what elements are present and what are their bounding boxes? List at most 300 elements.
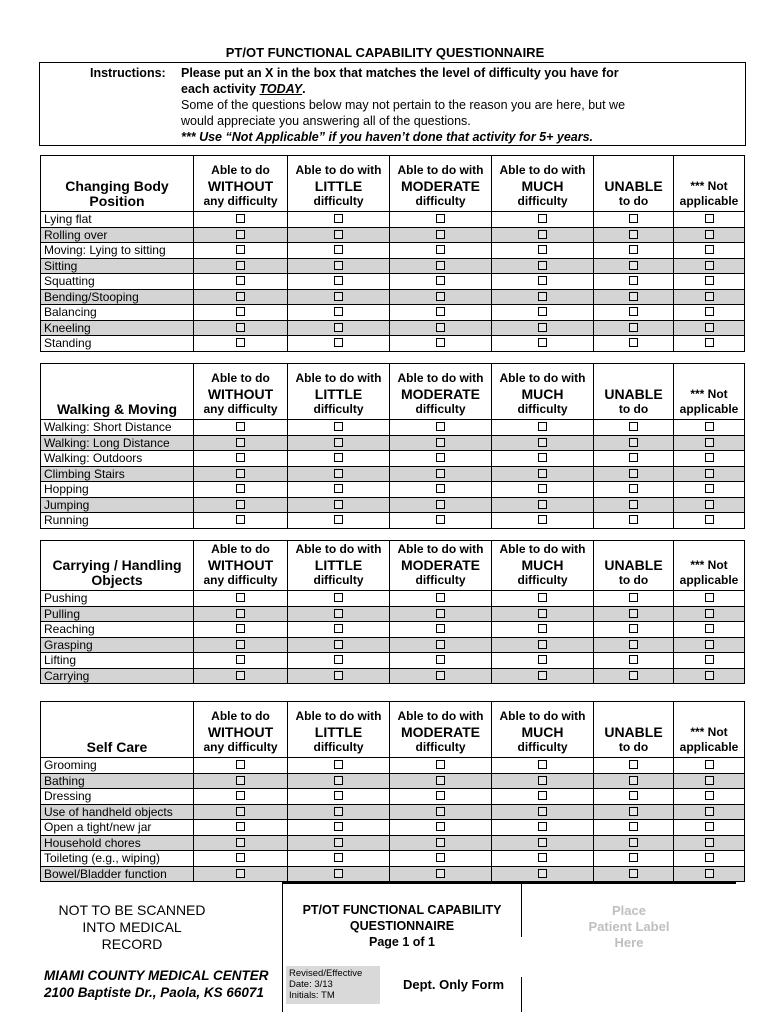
- difficulty-checkbox[interactable]: [705, 214, 714, 223]
- difficulty-checkbox[interactable]: [236, 807, 245, 816]
- checkbox-cell: [194, 227, 288, 243]
- activity-row: [41, 420, 745, 436]
- difficulty-checkbox[interactable]: [538, 422, 547, 431]
- difficulty-checkbox[interactable]: [705, 838, 714, 847]
- difficulty-checkbox[interactable]: [236, 776, 245, 785]
- checkbox-cell: [594, 274, 674, 290]
- difficulty-checkbox[interactable]: [334, 484, 343, 493]
- difficulty-checkbox[interactable]: [629, 484, 638, 493]
- difficulty-checkbox[interactable]: [629, 307, 638, 316]
- difficulty-checkbox[interactable]: [334, 500, 343, 509]
- checkbox-cell: [674, 289, 745, 305]
- checkbox-cell: [288, 289, 390, 305]
- checkbox-cell: [194, 289, 288, 305]
- difficulty-checkbox[interactable]: [334, 853, 343, 862]
- difficulty-checkbox[interactable]: [538, 245, 547, 254]
- difficulty-checkbox[interactable]: [705, 655, 714, 664]
- difficulty-checkbox[interactable]: [334, 624, 343, 633]
- difficulty-checkbox[interactable]: [436, 515, 445, 524]
- difficulty-checkbox[interactable]: [705, 438, 714, 447]
- activity-row: [41, 758, 745, 774]
- difficulty-checkbox[interactable]: [334, 807, 343, 816]
- checkbox-cell: [674, 513, 745, 529]
- checkbox-cell: [492, 451, 594, 467]
- difficulty-checkbox[interactable]: [705, 593, 714, 602]
- difficulty-checkbox[interactable]: [538, 776, 547, 785]
- difficulty-checkbox[interactable]: [705, 230, 714, 239]
- difficulty-checkbox[interactable]: [334, 261, 343, 270]
- column-moderate-difficulty-header: [390, 156, 492, 212]
- patient-label-line: Place: [612, 903, 646, 918]
- difficulty-checkbox[interactable]: [538, 484, 547, 493]
- difficulty-checkbox[interactable]: [236, 484, 245, 493]
- difficulty-checkbox[interactable]: [705, 469, 714, 478]
- difficulty-checkbox[interactable]: [436, 338, 445, 347]
- difficulty-checkbox[interactable]: [538, 307, 547, 316]
- checkbox-cell: [594, 835, 674, 851]
- difficulty-checkbox[interactable]: [334, 869, 343, 878]
- difficulty-checkbox[interactable]: [436, 624, 445, 633]
- column-header-text: MODERATE: [400, 386, 481, 402]
- difficulty-checkbox[interactable]: [538, 593, 547, 602]
- difficulty-checkbox[interactable]: [436, 807, 445, 816]
- difficulty-checkbox[interactable]: [236, 469, 245, 478]
- difficulty-checkbox[interactable]: [334, 307, 343, 316]
- difficulty-checkbox[interactable]: [436, 640, 445, 649]
- difficulty-checkbox[interactable]: [436, 307, 445, 316]
- difficulty-checkbox[interactable]: [629, 838, 638, 847]
- difficulty-checkbox[interactable]: [705, 307, 714, 316]
- difficulty-checkbox[interactable]: [334, 655, 343, 664]
- checkbox-cell: [674, 227, 745, 243]
- checkbox-cell: [674, 622, 745, 638]
- difficulty-checkbox[interactable]: [236, 245, 245, 254]
- difficulty-checkbox[interactable]: [334, 453, 343, 462]
- checkbox-cell: [674, 212, 745, 228]
- instructions-line-2-suffix: .: [302, 82, 306, 96]
- difficulty-checkbox[interactable]: [334, 438, 343, 447]
- activity-label: Lying flat: [41, 212, 194, 228]
- difficulty-checkbox[interactable]: [705, 276, 714, 285]
- difficulty-checkbox[interactable]: [538, 261, 547, 270]
- checkbox-cell: [390, 866, 492, 882]
- difficulty-checkbox[interactable]: [436, 671, 445, 680]
- column-header-text: LITTLE: [314, 178, 363, 194]
- checkbox-cell: [194, 758, 288, 774]
- checkbox-cell: [594, 320, 674, 336]
- difficulty-checkbox[interactable]: [538, 624, 547, 633]
- column-header-text: *** Not: [690, 725, 728, 739]
- difficulty-checkbox[interactable]: [236, 276, 245, 285]
- column-header-text: applicable: [679, 740, 739, 754]
- difficulty-checkbox[interactable]: [236, 307, 245, 316]
- difficulty-checkbox[interactable]: [436, 853, 445, 862]
- difficulty-checkbox[interactable]: [705, 609, 714, 618]
- difficulty-checkbox[interactable]: [436, 323, 445, 332]
- checkbox-cell: [674, 274, 745, 290]
- column-header-text: Able to do with: [397, 371, 484, 385]
- checkbox-cell: [674, 466, 745, 482]
- difficulty-checkbox[interactable]: [629, 807, 638, 816]
- checkbox-cell: [390, 622, 492, 638]
- column-header-text: MODERATE: [400, 178, 481, 194]
- difficulty-checkbox[interactable]: [705, 422, 714, 431]
- activity-row: [41, 789, 745, 805]
- checkbox-cell: [674, 668, 745, 684]
- difficulty-checkbox[interactable]: [629, 640, 638, 649]
- difficulty-checkbox[interactable]: [334, 822, 343, 831]
- activity-label: Climbing Stairs: [41, 466, 194, 482]
- difficulty-checkbox[interactable]: [629, 609, 638, 618]
- difficulty-checkbox[interactable]: [334, 838, 343, 847]
- difficulty-checkbox[interactable]: [436, 438, 445, 447]
- difficulty-checkbox[interactable]: [629, 776, 638, 785]
- difficulty-checkbox[interactable]: [705, 323, 714, 332]
- checkbox-cell: [492, 336, 594, 352]
- difficulty-checkbox[interactable]: [538, 655, 547, 664]
- difficulty-checkbox[interactable]: [538, 469, 547, 478]
- checkbox-cell: [194, 451, 288, 467]
- checkbox-cell: [674, 789, 745, 805]
- difficulty-checkbox[interactable]: [436, 776, 445, 785]
- difficulty-checkbox[interactable]: [538, 292, 547, 301]
- difficulty-checkbox[interactable]: [629, 869, 638, 878]
- checkbox-cell: [288, 851, 390, 867]
- checkbox-cell: [194, 420, 288, 436]
- difficulty-checkbox[interactable]: [436, 276, 445, 285]
- difficulty-checkbox[interactable]: [436, 500, 445, 509]
- checkbox-cell: [390, 320, 492, 336]
- difficulty-checkbox[interactable]: [629, 453, 638, 462]
- difficulty-checkbox[interactable]: [334, 776, 343, 785]
- difficulty-checkbox[interactable]: [705, 338, 714, 347]
- column-header-text: difficulty: [517, 194, 568, 208]
- difficulty-checkbox[interactable]: [236, 261, 245, 270]
- checkbox-cell: [492, 243, 594, 259]
- checkbox-cell: [194, 274, 288, 290]
- difficulty-checkbox[interactable]: [236, 869, 245, 878]
- difficulty-checkbox[interactable]: [436, 230, 445, 239]
- column-header-text: UNABLE: [604, 557, 663, 573]
- column-without-difficulty-header: [194, 541, 288, 591]
- difficulty-checkbox[interactable]: [436, 422, 445, 431]
- difficulty-checkbox[interactable]: [629, 671, 638, 680]
- checkbox-cell: [390, 820, 492, 836]
- difficulty-checkbox[interactable]: [236, 422, 245, 431]
- difficulty-checkbox[interactable]: [705, 760, 714, 769]
- checkbox-cell: [288, 435, 390, 451]
- difficulty-checkbox[interactable]: [334, 422, 343, 431]
- difficulty-checkbox[interactable]: [236, 640, 245, 649]
- activity-label: Walking: Short Distance: [41, 420, 194, 436]
- difficulty-checkbox[interactable]: [538, 609, 547, 618]
- difficulty-checkbox[interactable]: [334, 640, 343, 649]
- difficulty-checkbox[interactable]: [538, 214, 547, 223]
- difficulty-checkbox[interactable]: [334, 609, 343, 618]
- patient-label-placeholder: [569, 903, 689, 951]
- column-header-text: WITHOUT: [207, 724, 274, 740]
- instructions-box: [39, 62, 746, 146]
- difficulty-checkbox[interactable]: [629, 500, 638, 509]
- activity-label: Open a tight/new jar: [41, 820, 194, 836]
- checkbox-cell: [194, 212, 288, 228]
- column-header-text: Able to do: [211, 542, 270, 556]
- column-not-applicable-header: [674, 156, 745, 212]
- activity-row: [41, 320, 745, 336]
- activity-label: Pulling: [41, 606, 194, 622]
- difficulty-checkbox[interactable]: [236, 230, 245, 239]
- column-header-text: any difficulty: [203, 573, 278, 587]
- checkbox-cell: [194, 773, 288, 789]
- checkbox-cell: [492, 653, 594, 669]
- checkbox-cell: [390, 804, 492, 820]
- activity-row: [41, 289, 745, 305]
- activity-label: Reaching: [41, 622, 194, 638]
- difficulty-checkbox[interactable]: [629, 853, 638, 862]
- difficulty-checkbox[interactable]: [436, 261, 445, 270]
- difficulty-checkbox[interactable]: [705, 776, 714, 785]
- difficulty-checkbox[interactable]: [538, 822, 547, 831]
- difficulty-checkbox[interactable]: [436, 609, 445, 618]
- checkbox-cell: [674, 305, 745, 321]
- difficulty-checkbox[interactable]: [629, 438, 638, 447]
- checkbox-cell: [674, 243, 745, 259]
- difficulty-checkbox[interactable]: [538, 853, 547, 862]
- checkbox-cell: [594, 851, 674, 867]
- activity-row: [41, 866, 745, 882]
- difficulty-checkbox[interactable]: [538, 276, 547, 285]
- difficulty-checkbox[interactable]: [538, 323, 547, 332]
- column-header-text: WITHOUT: [207, 386, 274, 402]
- difficulty-checkbox[interactable]: [705, 515, 714, 524]
- difficulty-checkbox[interactable]: [334, 338, 343, 347]
- difficulty-checkbox[interactable]: [629, 245, 638, 254]
- difficulty-checkbox[interactable]: [629, 276, 638, 285]
- checkbox-cell: [288, 804, 390, 820]
- difficulty-checkbox[interactable]: [334, 791, 343, 800]
- difficulty-checkbox[interactable]: [629, 292, 638, 301]
- checkbox-cell: [390, 668, 492, 684]
- difficulty-checkbox[interactable]: [236, 655, 245, 664]
- checkbox-cell: [492, 773, 594, 789]
- difficulty-checkbox[interactable]: [436, 245, 445, 254]
- checkbox-cell: [288, 336, 390, 352]
- difficulty-checkbox[interactable]: [538, 838, 547, 847]
- difficulty-checkbox[interactable]: [236, 593, 245, 602]
- difficulty-checkbox[interactable]: [705, 640, 714, 649]
- difficulty-checkbox[interactable]: [538, 807, 547, 816]
- difficulty-checkbox[interactable]: [236, 760, 245, 769]
- difficulty-checkbox[interactable]: [334, 760, 343, 769]
- checkbox-cell: [288, 606, 390, 622]
- checkbox-cell: [194, 606, 288, 622]
- column-much-difficulty-header: [492, 702, 594, 758]
- checkbox-cell: [390, 466, 492, 482]
- difficulty-checkbox[interactable]: [629, 469, 638, 478]
- difficulty-checkbox[interactable]: [629, 230, 638, 239]
- difficulty-checkbox[interactable]: [538, 438, 547, 447]
- activity-label: Jumping: [41, 497, 194, 513]
- difficulty-checkbox[interactable]: [334, 469, 343, 478]
- difficulty-checkbox[interactable]: [629, 338, 638, 347]
- difficulty-checkbox[interactable]: [334, 230, 343, 239]
- checkbox-cell: [390, 420, 492, 436]
- difficulty-checkbox[interactable]: [334, 276, 343, 285]
- difficulty-checkbox[interactable]: [538, 760, 547, 769]
- difficulty-checkbox[interactable]: [236, 323, 245, 332]
- difficulty-checkbox[interactable]: [538, 515, 547, 524]
- checkbox-cell: [390, 289, 492, 305]
- difficulty-checkbox[interactable]: [705, 484, 714, 493]
- difficulty-checkbox[interactable]: [236, 838, 245, 847]
- instructions-label: Instructions:: [90, 66, 166, 80]
- column-header-text: difficulty: [415, 573, 466, 587]
- difficulty-checkbox[interactable]: [629, 515, 638, 524]
- activity-row: [41, 804, 745, 820]
- difficulty-checkbox[interactable]: [436, 838, 445, 847]
- difficulty-checkbox[interactable]: [236, 292, 245, 301]
- difficulty-checkbox[interactable]: [436, 791, 445, 800]
- difficulty-checkbox[interactable]: [538, 230, 547, 239]
- difficulty-checkbox[interactable]: [436, 593, 445, 602]
- difficulty-checkbox[interactable]: [629, 261, 638, 270]
- column-header-text: difficulty: [313, 573, 364, 587]
- activity-label: Running: [41, 513, 194, 529]
- checkbox-cell: [594, 227, 674, 243]
- difficulty-checkbox[interactable]: [538, 869, 547, 878]
- difficulty-checkbox[interactable]: [705, 822, 714, 831]
- activity-label: Dressing: [41, 789, 194, 805]
- difficulty-checkbox[interactable]: [436, 484, 445, 493]
- difficulty-checkbox[interactable]: [705, 292, 714, 301]
- difficulty-checkbox[interactable]: [436, 655, 445, 664]
- difficulty-checkbox[interactable]: [436, 869, 445, 878]
- difficulty-checkbox[interactable]: [436, 292, 445, 301]
- difficulty-checkbox[interactable]: [629, 422, 638, 431]
- difficulty-checkbox[interactable]: [334, 323, 343, 332]
- difficulty-checkbox[interactable]: [436, 469, 445, 478]
- difficulty-checkbox[interactable]: [705, 869, 714, 878]
- column-header-text: Able to do with: [295, 542, 382, 556]
- difficulty-checkbox[interactable]: [538, 338, 547, 347]
- checkbox-cell: [492, 289, 594, 305]
- checkbox-cell: [288, 622, 390, 638]
- checkbox-cell: [390, 336, 492, 352]
- difficulty-checkbox[interactable]: [538, 671, 547, 680]
- checkbox-cell: [390, 227, 492, 243]
- difficulty-checkbox[interactable]: [236, 515, 245, 524]
- difficulty-checkbox[interactable]: [236, 671, 245, 680]
- difficulty-checkbox[interactable]: [705, 853, 714, 862]
- difficulty-checkbox[interactable]: [705, 807, 714, 816]
- checkbox-cell: [674, 835, 745, 851]
- difficulty-checkbox[interactable]: [629, 214, 638, 223]
- checkbox-cell: [390, 274, 492, 290]
- difficulty-checkbox[interactable]: [538, 791, 547, 800]
- difficulty-checkbox[interactable]: [629, 593, 638, 602]
- activity-row: [41, 668, 745, 684]
- revision-date: Date: 3/13: [289, 979, 333, 990]
- difficulty-checkbox[interactable]: [705, 500, 714, 509]
- checkbox-cell: [492, 513, 594, 529]
- checkbox-cell: [288, 420, 390, 436]
- difficulty-checkbox[interactable]: [236, 791, 245, 800]
- checkbox-cell: [288, 258, 390, 274]
- difficulty-checkbox[interactable]: [436, 453, 445, 462]
- checkbox-cell: [674, 773, 745, 789]
- section-title: Self Care: [41, 702, 194, 758]
- difficulty-checkbox[interactable]: [334, 515, 343, 524]
- column-little-difficulty-header: [288, 156, 390, 212]
- difficulty-checkbox[interactable]: [705, 245, 714, 254]
- difficulty-checkbox[interactable]: [236, 853, 245, 862]
- difficulty-checkbox[interactable]: [538, 500, 547, 509]
- difficulty-checkbox[interactable]: [236, 822, 245, 831]
- checkbox-cell: [594, 820, 674, 836]
- section-title: Changing Body Position: [41, 156, 194, 212]
- difficulty-checkbox[interactable]: [629, 323, 638, 332]
- checkbox-cell: [390, 451, 492, 467]
- difficulty-checkbox[interactable]: [705, 791, 714, 800]
- difficulty-checkbox[interactable]: [629, 791, 638, 800]
- activity-label: Standing: [41, 336, 194, 352]
- difficulty-checkbox[interactable]: [705, 671, 714, 680]
- difficulty-checkbox[interactable]: [334, 671, 343, 680]
- difficulty-checkbox[interactable]: [705, 624, 714, 633]
- difficulty-checkbox[interactable]: [705, 453, 714, 462]
- column-header-text: Able to do with: [397, 163, 484, 177]
- difficulty-checkbox[interactable]: [629, 624, 638, 633]
- notice-line: RECORD: [101, 936, 163, 952]
- difficulty-checkbox[interactable]: [436, 822, 445, 831]
- column-header-text: to do: [618, 740, 649, 754]
- difficulty-checkbox[interactable]: [538, 640, 547, 649]
- checkbox-cell: [194, 866, 288, 882]
- activity-label: Walking: Long Distance: [41, 435, 194, 451]
- difficulty-checkbox[interactable]: [436, 214, 445, 223]
- checkbox-cell: [492, 420, 594, 436]
- difficulty-checkbox[interactable]: [436, 760, 445, 769]
- difficulty-checkbox[interactable]: [236, 214, 245, 223]
- difficulty-checkbox[interactable]: [236, 624, 245, 633]
- difficulty-checkbox[interactable]: [629, 760, 638, 769]
- checkbox-cell: [194, 835, 288, 851]
- difficulty-checkbox[interactable]: [236, 438, 245, 447]
- activity-label: Household chores: [41, 835, 194, 851]
- difficulty-checkbox[interactable]: [236, 609, 245, 618]
- difficulty-checkbox[interactable]: [236, 338, 245, 347]
- difficulty-checkbox[interactable]: [334, 593, 343, 602]
- difficulty-checkbox[interactable]: [705, 261, 714, 270]
- checkbox-cell: [194, 851, 288, 867]
- activity-label: Sitting: [41, 258, 194, 274]
- difficulty-checkbox[interactable]: [334, 245, 343, 254]
- activity-row: [41, 637, 745, 653]
- difficulty-checkbox[interactable]: [236, 500, 245, 509]
- column-much-difficulty-header: [492, 156, 594, 212]
- difficulty-checkbox[interactable]: [334, 292, 343, 301]
- difficulty-checkbox[interactable]: [236, 453, 245, 462]
- difficulty-checkbox[interactable]: [538, 453, 547, 462]
- instructions-text: [181, 65, 741, 145]
- checkbox-cell: [492, 258, 594, 274]
- section-title: Walking & Moving: [41, 364, 194, 420]
- activity-label: Toileting (e.g., wiping): [41, 851, 194, 867]
- difficulty-checkbox[interactable]: [334, 214, 343, 223]
- difficulty-checkbox[interactable]: [629, 655, 638, 664]
- column-not-applicable-header: [674, 541, 745, 591]
- difficulty-checkbox[interactable]: [629, 822, 638, 831]
